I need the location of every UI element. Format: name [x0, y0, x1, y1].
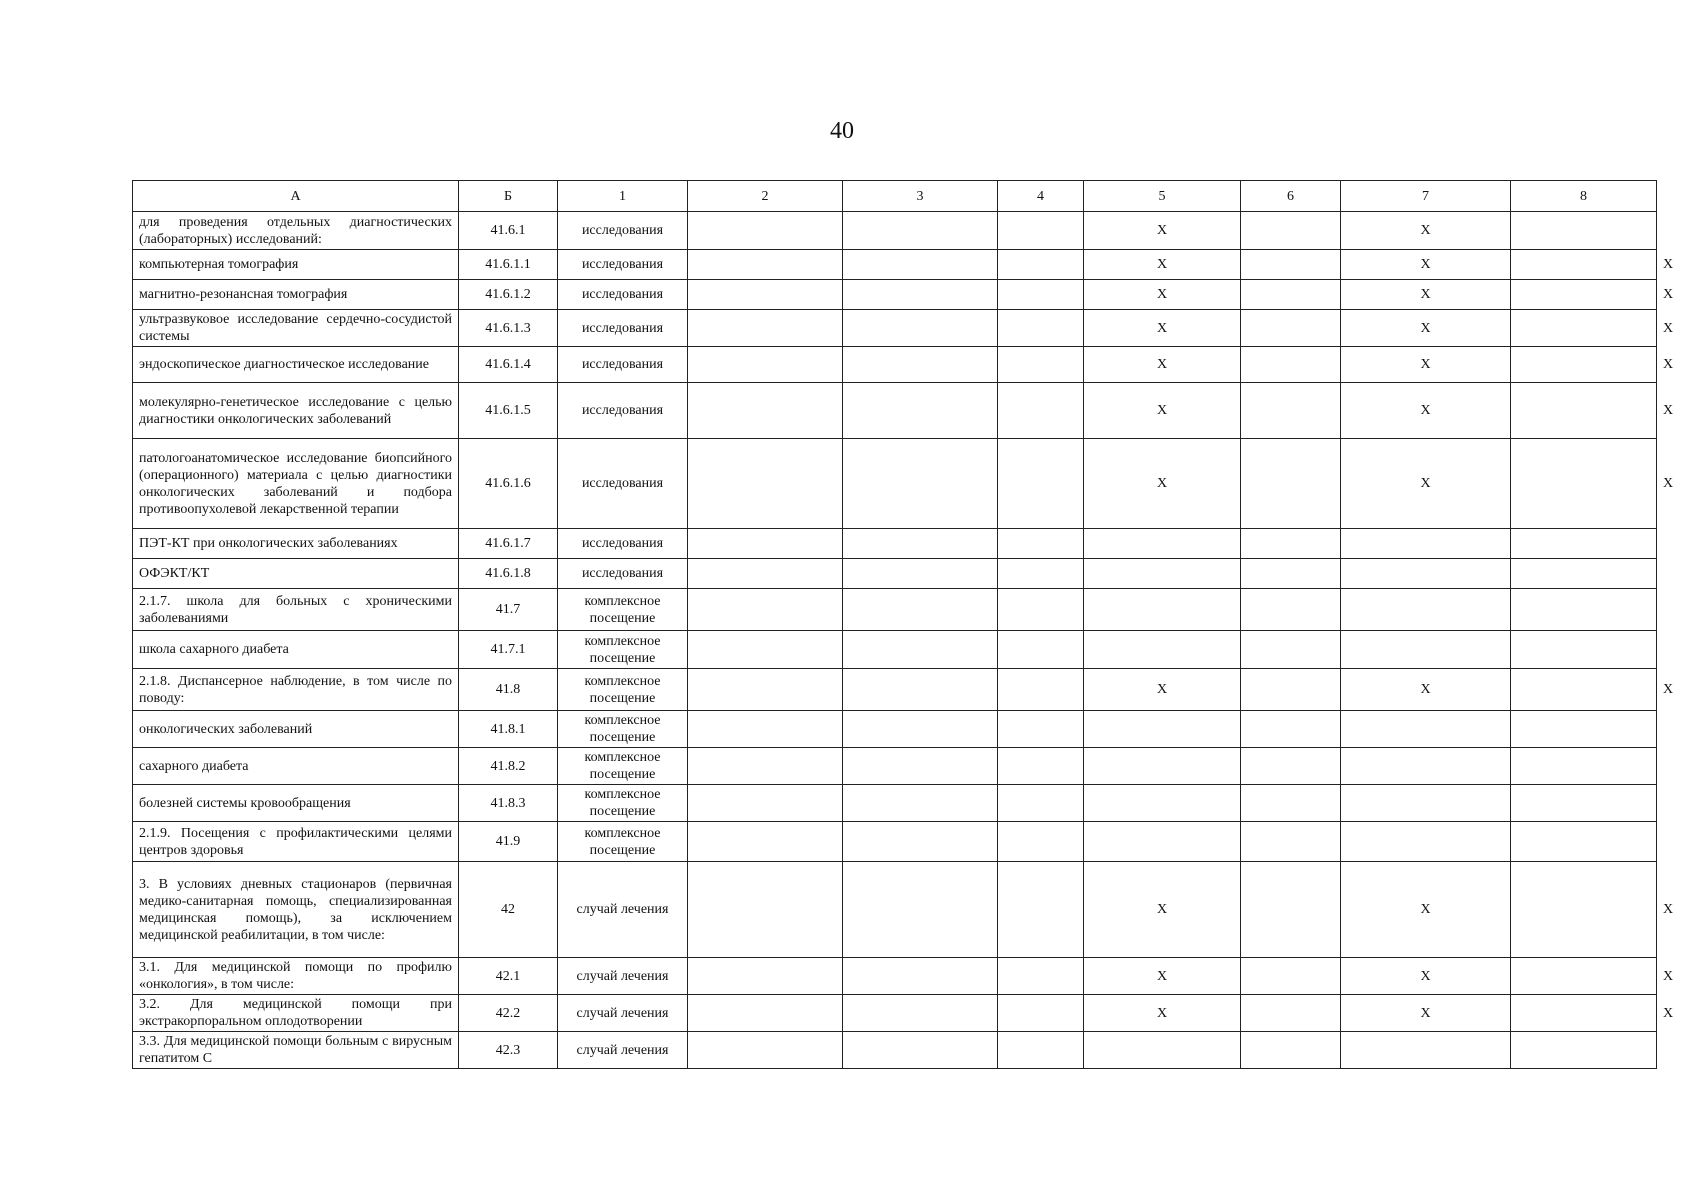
- row-value-cell: [1341, 1032, 1511, 1069]
- row-value-cell: Х: [1341, 347, 1511, 383]
- row-value-cell: [1241, 822, 1341, 862]
- row-code-cell: 41.6.1.6: [459, 439, 558, 529]
- row-value-cell: [843, 589, 998, 631]
- row-value-cell: [998, 958, 1084, 995]
- table-row: [133, 529, 1657, 559]
- table-row: [133, 212, 1657, 250]
- column-header: 7: [1341, 181, 1511, 212]
- row-code-cell: 41.6.1.7: [459, 529, 558, 559]
- row-value-cell: [1241, 748, 1341, 785]
- row-value-cell: Х: [1084, 439, 1241, 529]
- row-name-cell: компьютерная томография: [133, 250, 459, 280]
- row-code-cell: 41.8: [459, 669, 558, 711]
- row-code-cell: 41.6.1.5: [459, 383, 558, 439]
- row-unit-cell: комплексное посещение: [558, 711, 688, 748]
- row-value-cell: [843, 862, 998, 958]
- row-value-cell: [843, 1032, 998, 1069]
- row-value-cell: [688, 995, 843, 1032]
- row-value-cell: [843, 822, 998, 862]
- header-row: [133, 181, 1657, 212]
- table-row: [133, 711, 1657, 748]
- row-unit-cell: случай лечения: [558, 1032, 688, 1069]
- row-value-cell: [1511, 589, 1657, 631]
- row-name-cell: 3.1. Для медицинской помощи по профилю «онкология», в том числе:: [133, 958, 459, 995]
- row-value-cell: Х: [1341, 250, 1511, 280]
- row-value-cell: [998, 995, 1084, 1032]
- row-code-cell: 42.3: [459, 1032, 558, 1069]
- row-value-cell: [1511, 347, 1657, 383]
- row-value-cell: [688, 862, 843, 958]
- row-value-cell: [688, 439, 843, 529]
- row-code-cell: 41.6.1.4: [459, 347, 558, 383]
- table-row: молекулярно-генетическое исследование с целью диагностики онкологических заболеваний 41.6.1.5 исследования Х Х Х: [133, 383, 1657, 439]
- row-value-cell: Х: [1341, 310, 1511, 347]
- table-row: 3.1. Для медицинской помощи по профилю «онкология», в том числе: 42.1 случай лечения Х Х Х: [133, 958, 1657, 995]
- row-value-cell: [1341, 529, 1511, 559]
- row-value-cell: [998, 785, 1084, 822]
- row-value-cell: [998, 347, 1084, 383]
- row-name-cell: 2.1.8. Диспансерное наблюдение, в том числе по поводу:: [133, 669, 459, 711]
- row-value-cell: [1241, 212, 1341, 250]
- row-value-cell: [1511, 529, 1657, 559]
- row-value-cell: [843, 383, 998, 439]
- row-unit-cell: комплексное посещение: [558, 748, 688, 785]
- row-value-cell: [1241, 669, 1341, 711]
- row-unit-cell: комплексное посещение: [558, 631, 688, 669]
- row-name-cell: онкологических заболеваний: [133, 711, 459, 748]
- row-value-cell: [998, 631, 1084, 669]
- table-row: [133, 785, 1657, 822]
- row-unit-cell: исследования: [558, 439, 688, 529]
- row-value-cell: [843, 785, 998, 822]
- row-value-cell: [1241, 995, 1341, 1032]
- row-value-cell: Х: [1084, 958, 1241, 995]
- row-name-cell: магнитно-резонансная томография: [133, 280, 459, 310]
- row-value-cell: [1341, 631, 1511, 669]
- row-name-cell: 3. В условиях дневных стационаров (первичная медико-санитарная помощь, специализированная медицинская помощь), за исключением медицинской реабилитации, в том числе:: [133, 862, 459, 958]
- row-code-cell: 42.2: [459, 995, 558, 1032]
- row-value-cell: [688, 347, 843, 383]
- table-row: эндоскопическое диагностическое исследование 41.6.1.4 исследования Х Х Х: [133, 347, 1657, 383]
- page-number: 40: [830, 118, 854, 144]
- row-name-cell: для проведения отдельных диагностических (лабораторных) исследований:: [133, 212, 459, 250]
- column-header: 1: [558, 181, 688, 212]
- row-value-cell: [998, 250, 1084, 280]
- row-value-cell: [1511, 711, 1657, 748]
- row-value-cell: [688, 822, 843, 862]
- row-value-cell: [1084, 785, 1241, 822]
- column-header: 6: [1241, 181, 1341, 212]
- row-code-cell: 41.8.1: [459, 711, 558, 748]
- row-code-cell: 41.7: [459, 589, 558, 631]
- row-value-cell: [688, 1032, 843, 1069]
- row-unit-cell: исследования: [558, 310, 688, 347]
- row-value-cell: [1241, 280, 1341, 310]
- table-row: [133, 631, 1657, 669]
- row-value-cell: [688, 383, 843, 439]
- row-value-cell: [688, 589, 843, 631]
- row-value-cell: [998, 212, 1084, 250]
- table-row: магнитно-резонансная томография 41.6.1.2 исследования Х Х Х: [133, 280, 1657, 310]
- row-unit-cell: исследования: [558, 383, 688, 439]
- row-value-cell: [1511, 669, 1657, 711]
- row-value-cell: [1084, 748, 1241, 785]
- row-unit-cell: исследования: [558, 250, 688, 280]
- row-value-cell: [1511, 1032, 1657, 1069]
- row-unit-cell: исследования: [558, 280, 688, 310]
- row-code-cell: 41.6.1.1: [459, 250, 558, 280]
- row-value-cell: [688, 958, 843, 995]
- column-header: 5: [1084, 181, 1241, 212]
- row-value-cell: [843, 250, 998, 280]
- row-name-cell: 2.1.7. школа для больных с хроническими заболеваниями: [133, 589, 459, 631]
- row-name-cell: эндоскопическое диагностическое исследование: [133, 347, 459, 383]
- row-value-cell: Х: [1341, 383, 1511, 439]
- row-value-cell: [1511, 212, 1657, 250]
- row-value-cell: [1084, 822, 1241, 862]
- row-value-cell: [998, 310, 1084, 347]
- row-value-cell: [843, 748, 998, 785]
- row-value-cell: Х: [1084, 310, 1241, 347]
- row-value-cell: [688, 310, 843, 347]
- row-value-cell: [1511, 439, 1657, 529]
- row-value-cell: [843, 631, 998, 669]
- table-row: 2.1.8. Диспансерное наблюдение, в том числе по поводу: 41.8 комплексное посещение Х Х Х: [133, 669, 1657, 711]
- row-value-cell: [1341, 559, 1511, 589]
- row-name-cell: ультразвуковое исследование сердечно-сосудистой системы: [133, 310, 459, 347]
- row-value-cell: [843, 347, 998, 383]
- row-value-cell: [688, 711, 843, 748]
- row-value-cell: [1511, 631, 1657, 669]
- row-unit-cell: исследования: [558, 529, 688, 559]
- row-value-cell: [843, 669, 998, 711]
- row-value-cell: [1511, 862, 1657, 958]
- row-value-cell: [688, 559, 843, 589]
- table-row: [133, 1032, 1657, 1069]
- row-value-cell: [1341, 589, 1511, 631]
- row-value-cell: [1341, 711, 1511, 748]
- row-name-cell: 2.1.9. Посещения с профилактическими целями центров здоровья: [133, 822, 459, 862]
- row-value-cell: [1241, 439, 1341, 529]
- row-value-cell: [1511, 559, 1657, 589]
- row-value-cell: Х: [1084, 212, 1241, 250]
- row-value-cell: [688, 529, 843, 559]
- row-value-cell: [1241, 785, 1341, 822]
- column-header: 4: [998, 181, 1084, 212]
- row-value-cell: [1511, 748, 1657, 785]
- row-value-cell: [1241, 589, 1341, 631]
- row-code-cell: 42.1: [459, 958, 558, 995]
- row-name-cell: ОФЭКТ/КТ: [133, 559, 459, 589]
- row-unit-cell: комплексное посещение: [558, 589, 688, 631]
- table-row: [133, 748, 1657, 785]
- table-row: 3.2. Для медицинской помощи при экстракорпоральном оплодотворении 42.2 случай лечения Х Х Х: [133, 995, 1657, 1032]
- row-value-cell: [1511, 280, 1657, 310]
- row-value-cell: Х: [1084, 862, 1241, 958]
- row-name-cell: сахарного диабета: [133, 748, 459, 785]
- row-value-cell: [1084, 529, 1241, 559]
- row-value-cell: Х: [1084, 995, 1241, 1032]
- row-value-cell: [843, 280, 998, 310]
- row-value-cell: Х: [1341, 439, 1511, 529]
- row-code-cell: 41.8.2: [459, 748, 558, 785]
- row-name-cell: патологоанатомическое исследование биопсийного (операционного) материала с целью диагностики онкологических заболеваний и подбора противоопухолевой лекарственной терапии: [133, 439, 459, 529]
- table-row: патологоанатомическое исследование биопсийного (операционного) материала с целью диагностики онкологических заболеваний и подбора противоопухолевой лекарственной терапии 41.6.1.6 исследования Х Х Х: [133, 439, 1657, 529]
- row-value-cell: Х: [1341, 669, 1511, 711]
- row-value-cell: [1241, 958, 1341, 995]
- row-value-cell: [688, 669, 843, 711]
- column-header: 8: [1511, 181, 1657, 212]
- row-value-cell: [1511, 785, 1657, 822]
- table-row: [133, 822, 1657, 862]
- row-value-cell: [1341, 785, 1511, 822]
- row-name-cell: 3.3. Для медицинской помощи больным с вирусным гепатитом С: [133, 1032, 459, 1069]
- row-value-cell: [1084, 559, 1241, 589]
- row-value-cell: [998, 589, 1084, 631]
- row-value-cell: [998, 529, 1084, 559]
- row-code-cell: 41.6.1.2: [459, 280, 558, 310]
- row-unit-cell: комплексное посещение: [558, 669, 688, 711]
- row-value-cell: [1511, 250, 1657, 280]
- row-value-cell: Х: [1084, 669, 1241, 711]
- row-value-cell: [843, 559, 998, 589]
- table-body: [133, 212, 1674, 1069]
- row-value-cell: [1511, 383, 1657, 439]
- row-value-cell: [1241, 862, 1341, 958]
- row-value-cell: [843, 711, 998, 748]
- row-unit-cell: случай лечения: [558, 995, 688, 1032]
- row-value-cell: [998, 669, 1084, 711]
- row-value-cell: Х: [1341, 212, 1511, 250]
- row-code-cell: 41.7.1: [459, 631, 558, 669]
- row-value-cell: [998, 862, 1084, 958]
- row-value-cell: [1241, 559, 1341, 589]
- row-code-cell: 42: [459, 862, 558, 958]
- column-header: А: [133, 181, 459, 212]
- row-value-cell: [1341, 822, 1511, 862]
- row-value-cell: [998, 559, 1084, 589]
- row-name-cell: школа сахарного диабета: [133, 631, 459, 669]
- row-value-cell: [1241, 631, 1341, 669]
- row-value-cell: Х: [1341, 862, 1511, 958]
- row-value-cell: [1241, 383, 1341, 439]
- row-value-cell: [688, 631, 843, 669]
- row-value-cell: [998, 711, 1084, 748]
- table-row: ультразвуковое исследование сердечно-сосудистой системы 41.6.1.3 исследования Х Х Х: [133, 310, 1657, 347]
- data-table: [132, 180, 1674, 1069]
- row-code-cell: 41.9: [459, 822, 558, 862]
- row-value-cell: [688, 280, 843, 310]
- column-header: Б: [459, 181, 558, 212]
- row-value-cell: [1241, 347, 1341, 383]
- row-value-cell: [1511, 310, 1657, 347]
- row-value-cell: [843, 529, 998, 559]
- row-value-cell: [1341, 748, 1511, 785]
- row-value-cell: [1511, 822, 1657, 862]
- row-value-cell: [843, 310, 998, 347]
- row-value-cell: [688, 748, 843, 785]
- row-unit-cell: случай лечения: [558, 958, 688, 995]
- row-value-cell: Х: [1341, 958, 1511, 995]
- row-value-cell: [1084, 711, 1241, 748]
- row-unit-cell: комплексное посещение: [558, 785, 688, 822]
- row-code-cell: 41.6.1.8: [459, 559, 558, 589]
- row-value-cell: [688, 250, 843, 280]
- row-code-cell: 41.6.1: [459, 212, 558, 250]
- row-value-cell: Х: [1084, 347, 1241, 383]
- row-unit-cell: исследования: [558, 559, 688, 589]
- row-name-cell: 3.2. Для медицинской помощи при экстракорпоральном оплодотворении: [133, 995, 459, 1032]
- row-value-cell: [1084, 1032, 1241, 1069]
- row-value-cell: [1241, 1032, 1341, 1069]
- row-value-cell: Х: [1084, 250, 1241, 280]
- row-value-cell: [1511, 995, 1657, 1032]
- row-value-cell: [843, 995, 998, 1032]
- row-value-cell: Х: [1084, 383, 1241, 439]
- table-row: [133, 589, 1657, 631]
- column-header: 3: [843, 181, 998, 212]
- row-unit-cell: комплексное посещение: [558, 822, 688, 862]
- row-value-cell: [1241, 250, 1341, 280]
- column-header: 2: [688, 181, 843, 212]
- row-code-cell: 41.8.3: [459, 785, 558, 822]
- row-value-cell: Х: [1341, 995, 1511, 1032]
- row-value-cell: [1241, 529, 1341, 559]
- row-value-cell: [843, 439, 998, 529]
- row-code-cell: 41.6.1.3: [459, 310, 558, 347]
- row-name-cell: болезней системы кровообращения: [133, 785, 459, 822]
- row-value-cell: [688, 785, 843, 822]
- row-unit-cell: случай лечения: [558, 862, 688, 958]
- row-value-cell: [688, 212, 843, 250]
- table-row: компьютерная томография 41.6.1.1 исследования Х Х Х: [133, 250, 1657, 280]
- row-value-cell: [1084, 631, 1241, 669]
- row-value-cell: Х: [1084, 280, 1241, 310]
- row-value-cell: [1511, 958, 1657, 995]
- row-name-cell: молекулярно-генетическое исследование с целью диагностики онкологических заболеваний: [133, 383, 459, 439]
- row-value-cell: [1241, 711, 1341, 748]
- row-value-cell: [998, 1032, 1084, 1069]
- row-unit-cell: исследования: [558, 347, 688, 383]
- row-value-cell: [998, 383, 1084, 439]
- row-unit-cell: исследования: [558, 212, 688, 250]
- row-value-cell: [843, 212, 998, 250]
- row-value-cell: [998, 748, 1084, 785]
- row-value-cell: [998, 280, 1084, 310]
- table-row: [133, 559, 1657, 589]
- row-name-cell: ПЭТ-КТ при онкологических заболеваниях: [133, 529, 459, 559]
- row-value-cell: [843, 958, 998, 995]
- row-value-cell: [1241, 310, 1341, 347]
- table-row: 3. В условиях дневных стационаров (первичная медико-санитарная помощь, специализированная медицинская помощь), за исключением медицинской реабилитации, в том числе: 42 случай лечения Х Х Х: [133, 862, 1657, 958]
- row-value-cell: [1084, 589, 1241, 631]
- row-value-cell: [998, 822, 1084, 862]
- row-value-cell: [998, 439, 1084, 529]
- row-value-cell: Х: [1341, 280, 1511, 310]
